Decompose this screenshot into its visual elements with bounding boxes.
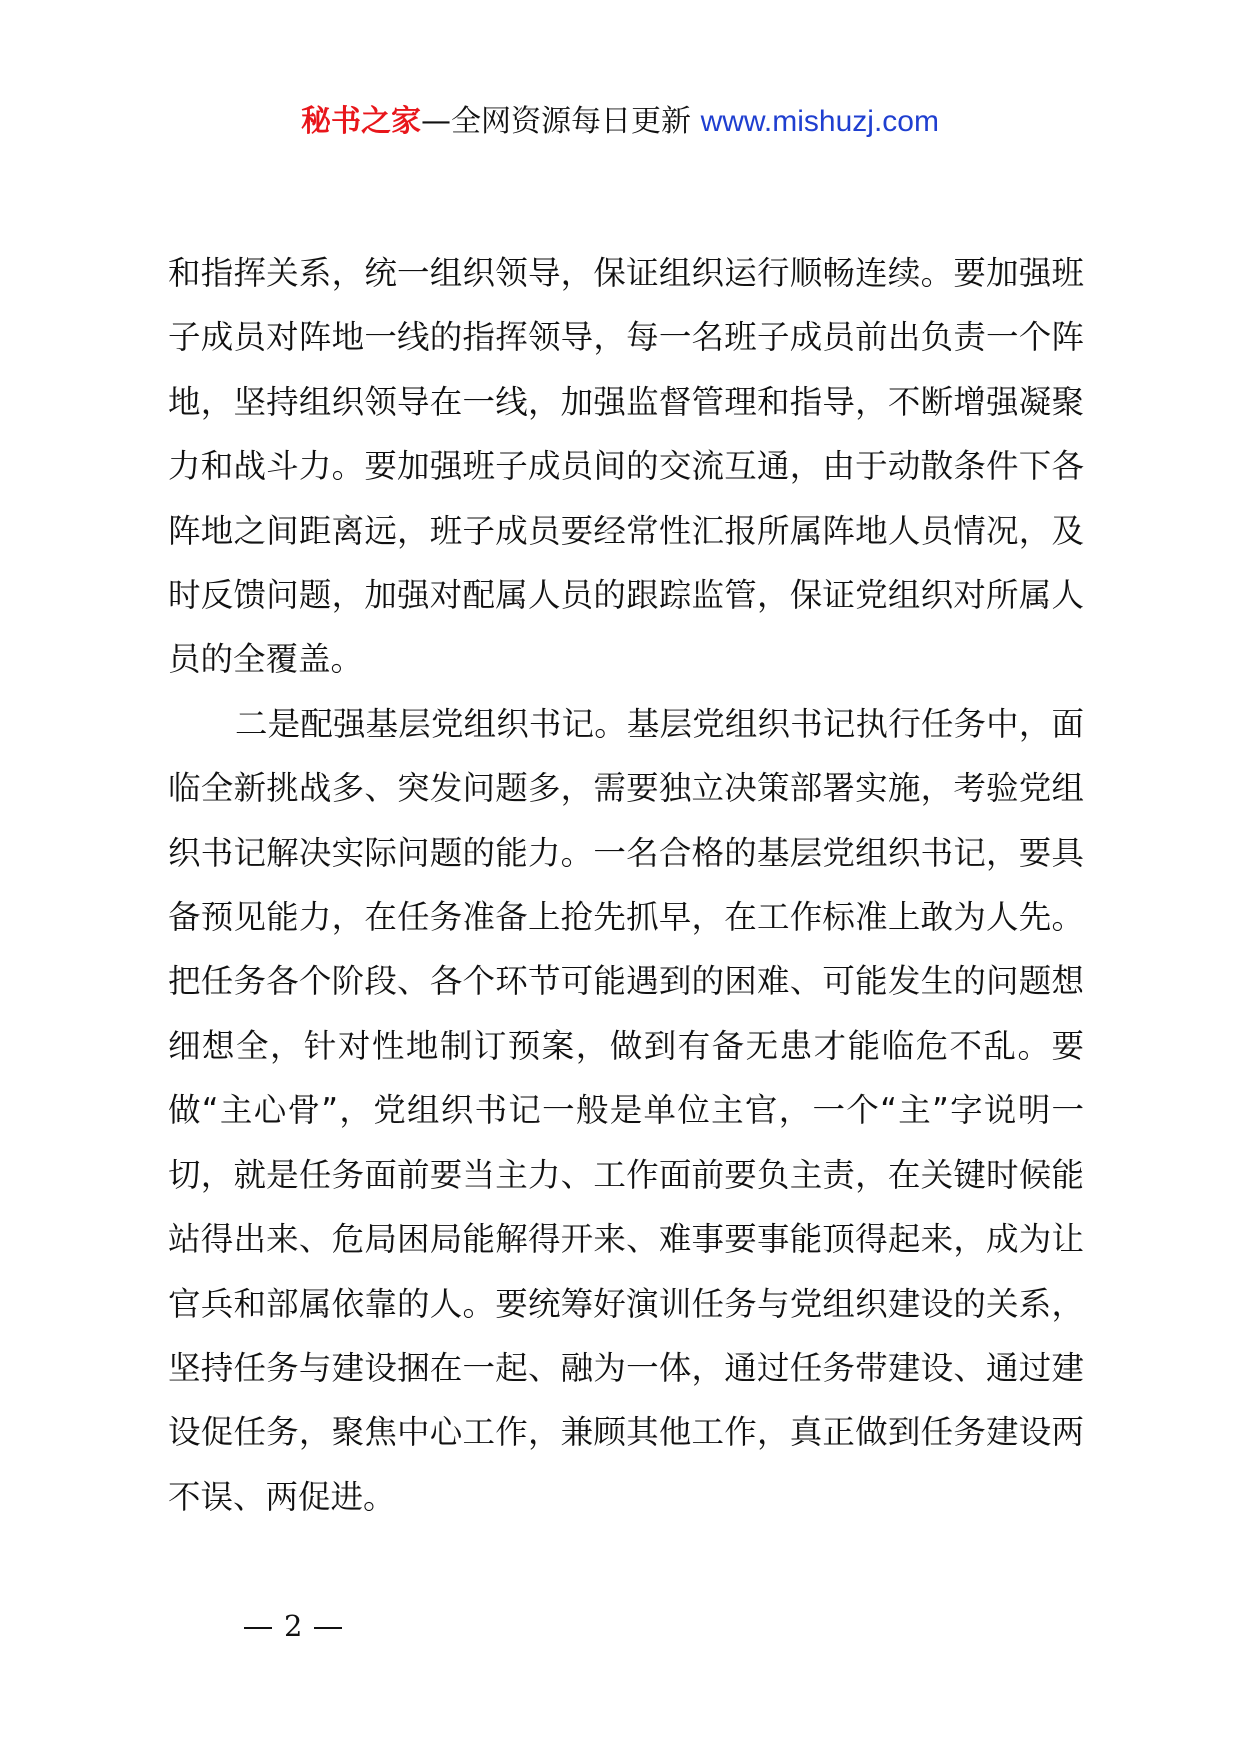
header-url-link[interactable]: www.mishuzj.com <box>700 105 939 138</box>
paragraph-2: 二是配强基层党组织书记。基层党组织书记执行任务中，面临全新挑战多、突发问题多，需要独立决策部署实施，考验党组织书记解决实际问题的能力。一名合格的基层党组织书记，要具备预见能力，在任务准备上抢先抓早，在工作标准上敢为人先。把任务各个阶段、各个环节可能遇到的困难、可能发生的问题想细想全，针对性地制订预案，做到有备无患才能临危不乱。要做“主心骨”，党组织书记一般是单位主官，一个“主”字说明一切，就是任务面前要当主力、工作面前要负主责，在关键时候能站得出来、危局困局能解得开来、难事要事能顶得起来，成为让官兵和部属依靠的人。要统筹好演训任务与党组织建设的关系，坚持任务与建设捆在一起、融为一体，通过任务带建设、通过建设促任务，聚焦中心工作，兼顾其他工作，真正做到任务建设两不误、两促进。 <box>168 704 1084 1516</box>
page-number: 2 <box>284 1609 303 1643</box>
document-body <box>168 241 1084 1529</box>
footer-dash-left <box>244 1627 272 1629</box>
header-brand: 秘书之家 <box>301 104 422 139</box>
page-footer <box>232 1608 354 1644</box>
paragraph-1: 和指挥关系，统一组织领导，保证组织运行顺畅连续。要加强班子成员对阵地一线的指挥领导，每一名班子成员前出负责一个阵地，坚持组织领导在一线，加强监督管理和指导，不断增强凝聚力和战斗力。要加强班子成员间的交流互通，由于动散条件下各阵地之间距离远，班子成员要经常性汇报所属阵地人员情况，及时反馈问题，加强对配属人员的跟踪监管，保证党组织对所属人员的全覆盖。 <box>168 254 1084 679</box>
header-slogan: —全网资源每日更新 <box>421 104 692 139</box>
page-header <box>0 102 1240 142</box>
footer-dash-right <box>314 1627 342 1629</box>
